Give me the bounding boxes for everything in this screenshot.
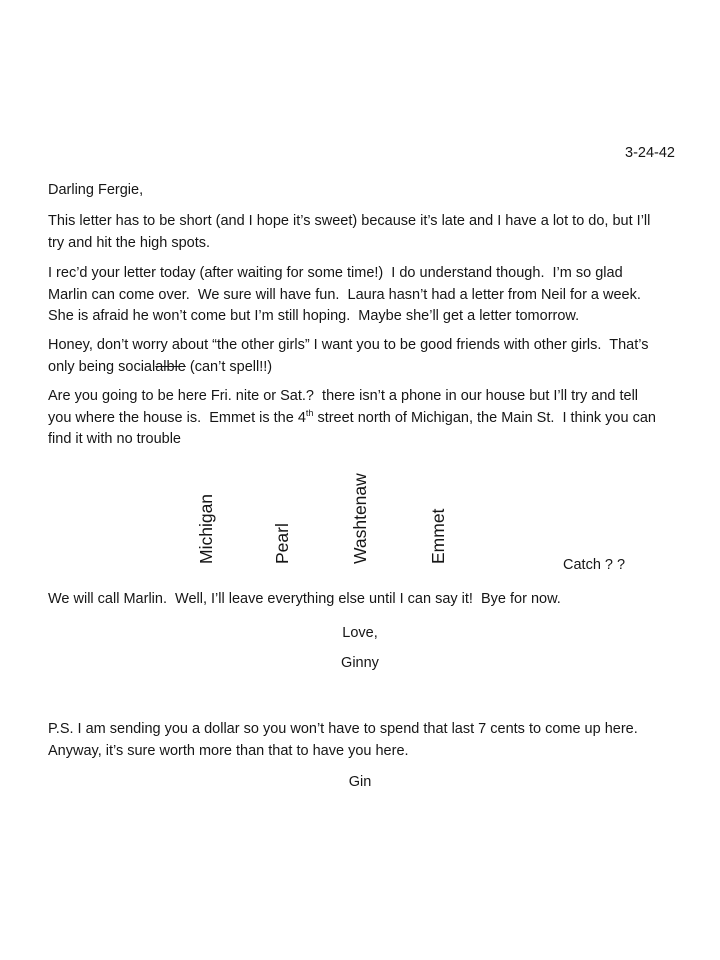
paragraph-2: I rec’d your letter today (after waiting for some time!) I do understand though. I’m so glad Marlin can come over. We sure will have fun. Laura hasn’t had a letter from Neil for a week. She is afraid he won’t come but I’m still hoping. Maybe she’ll get a letter tomorrow. bbox=[48, 265, 649, 324]
signature: Ginny bbox=[341, 655, 379, 671]
street-label-michigan: Michigan bbox=[196, 493, 216, 564]
paragraph-1: This letter has to be short (and I hope it’s sweet) because it’s late and I have a lot to do, but I’ll try and hit the high spots. bbox=[48, 213, 655, 251]
paragraph-4-text: Are you going to be here Fri. nite or Sat.? there isn’t a phone in our house but I’ll try and tell you where the house is. Emmet is the 4 bbox=[48, 388, 643, 426]
strikethrough-word: alble bbox=[155, 358, 186, 375]
street-label-pearl: Pearl bbox=[272, 523, 292, 564]
ps-signature: Gin bbox=[348, 774, 372, 790]
letter-date: 3-24-42 bbox=[625, 145, 675, 161]
paragraph-3-text-after: (can’t spell!!) bbox=[185, 358, 273, 375]
paragraph-5: We will call Marlin. Well, I’ll leave everything else until I can say it! Bye for now. bbox=[48, 591, 561, 607]
street-label-emmet: Emmet bbox=[428, 508, 448, 564]
paragraph-4-text-after: street north of Michigan, the Main St. I think you can find it with no trouble bbox=[48, 409, 660, 447]
postscript: P.S. I am sending you a dollar so you won’t have to spend that last 7 cents to come up here. Anyway, it’s sure worth more than that to have you here. bbox=[48, 721, 646, 759]
catch-note: Catch ? ? bbox=[563, 557, 626, 573]
paragraph-4 bbox=[48, 386, 662, 451]
salutation: Darling Fergie, bbox=[48, 182, 144, 198]
ordinal-superscript: th bbox=[305, 407, 314, 418]
paragraph-3-text: Honey, don’t worry about “the other girls” I want you to be good friends with other girls. That’s only being social bbox=[48, 337, 653, 375]
paragraph-3 bbox=[48, 335, 662, 378]
closing: Love, bbox=[342, 625, 378, 641]
street-label-washtenaw: Washtenaw bbox=[350, 473, 370, 564]
